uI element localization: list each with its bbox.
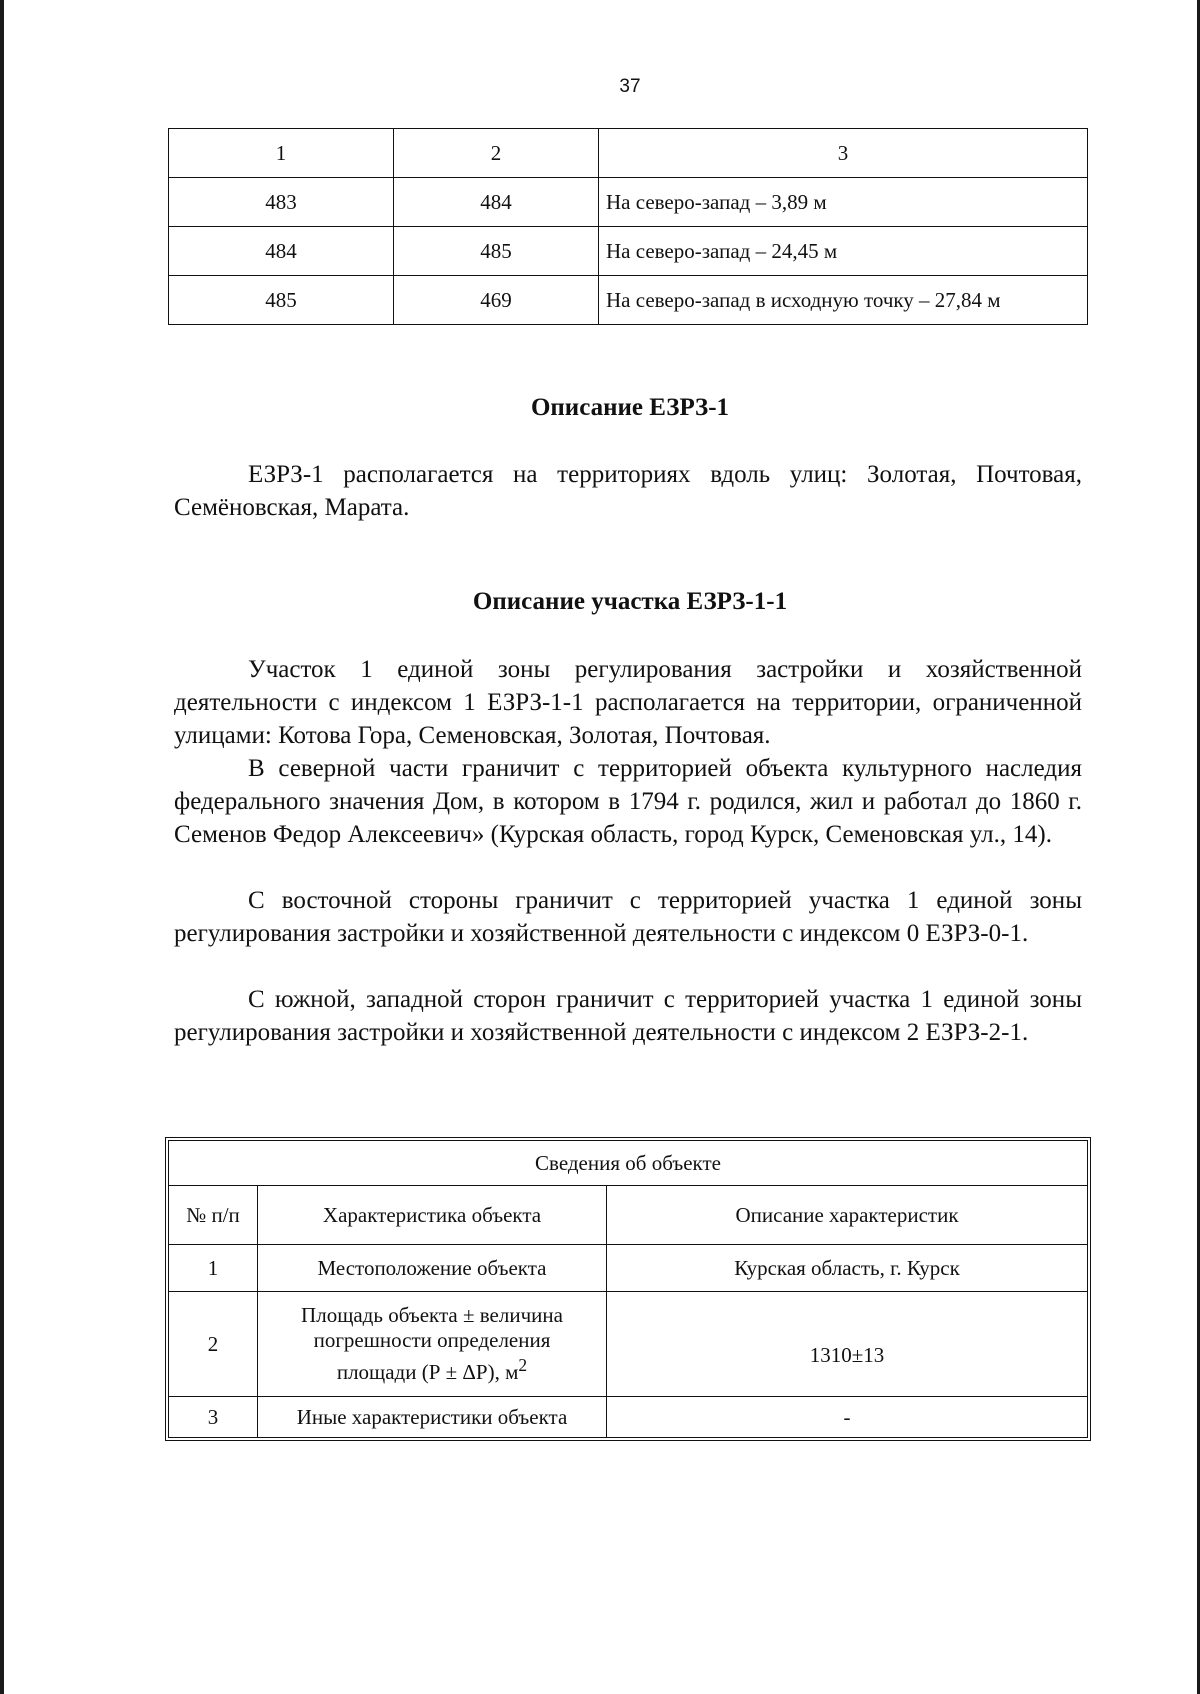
description-cell: На северо-запад в исходную точку – 27,84 м	[599, 276, 1088, 325]
to-point-cell: 485	[394, 227, 599, 276]
table-row	[169, 1292, 1088, 1397]
description-cell: На северо-запад – 24,45 м	[599, 227, 1088, 276]
characteristic-cell	[258, 1292, 607, 1397]
characteristic-line	[264, 1353, 600, 1385]
column-header-description: Описание характеристик	[607, 1186, 1088, 1245]
from-point-cell: 485	[169, 276, 394, 325]
value-cell: 1310±13	[607, 1292, 1088, 1397]
characteristic-cell: Иные характеристики объекта	[258, 1397, 607, 1438]
header-cell: 3	[599, 129, 1088, 178]
column-header-number: № п/п	[169, 1186, 258, 1245]
characteristic-cell: Местоположение объекта	[258, 1245, 607, 1292]
paragraph-south-west: С южной, западной сторон граничит с территорией участка 1 единой зоны регулирования застройки и хозяйственной деятельности с индексом 2 ЕЗРЗ-2-1.	[174, 986, 1082, 1046]
value-cell: Курская область, г. Курск	[607, 1245, 1088, 1292]
section1-paragraph: ЕЗРЗ-1 располагается на территориях вдоль улиц: Золотая, Почтовая, Семёновская, Марата.	[174, 461, 1082, 521]
scan-edge-left	[0, 0, 4, 1694]
table-row	[169, 1245, 1088, 1292]
paragraph-north: В северной части граничит с территорией объекта культурного наследия федерального значения Дом, в котором в 1794 г. родился, жил и работал до 1860 г. Семенов Федор Алексеевич» (Курская область, город Курск, Семеновская ул., 14).	[174, 755, 1082, 848]
from-point-cell: 484	[169, 227, 394, 276]
table-row	[169, 276, 1088, 325]
characteristic-line: Площадь объекта ± величина	[301, 1303, 563, 1327]
to-point-cell: 484	[394, 178, 599, 227]
object-info-table-frame	[165, 1137, 1091, 1441]
object-table-title: Сведения об объекте	[169, 1141, 1088, 1186]
header-cell: 2	[394, 129, 599, 178]
value-cell: -	[607, 1397, 1088, 1438]
paragraph-east: С восточной стороны граничит с территорией участка 1 единой зоны регулирования застройки и хозяйственной деятельности с индексом 0 ЕЗРЗ-0-1.	[174, 887, 1082, 947]
table-row	[169, 1397, 1088, 1438]
section1-heading: Описание ЕЗРЗ-1	[530, 394, 730, 421]
object-table-header-row	[169, 1186, 1088, 1245]
from-point-cell: 483	[169, 178, 394, 227]
header-cell: 1	[169, 129, 394, 178]
to-point-cell: 469	[394, 276, 599, 325]
characteristic-line-text: площади (Р ± ΔР), м	[336, 1360, 519, 1384]
table-row	[169, 227, 1088, 276]
characteristic-line: погрешности определения	[313, 1328, 551, 1352]
row-number: 3	[169, 1397, 258, 1438]
object-table-title-row	[169, 1141, 1088, 1186]
paragraph-location: Участок 1 единой зоны регулирования застройки и хозяйственной деятельности с индексом 1 ЕЗРЗ-1-1 располагается на территории, ограниченной улицами: Котова Гора, Семеновская, Золотая, Почтовая.	[174, 656, 1082, 749]
table-row	[169, 178, 1088, 227]
unit-superscript: 2	[518, 1355, 528, 1375]
section2-heading: Описание участка ЕЗРЗ-1-1	[472, 588, 788, 615]
row-number: 2	[169, 1292, 258, 1397]
description-cell: На северо-запад – 3,89 м	[599, 178, 1088, 227]
column-header-characteristic: Характеристика объекта	[258, 1186, 607, 1245]
row-number: 1	[169, 1245, 258, 1292]
page-number: 37	[619, 76, 641, 97]
boundary-table	[168, 128, 1088, 325]
object-info-table	[168, 1140, 1088, 1438]
boundary-table-header	[169, 129, 1088, 178]
